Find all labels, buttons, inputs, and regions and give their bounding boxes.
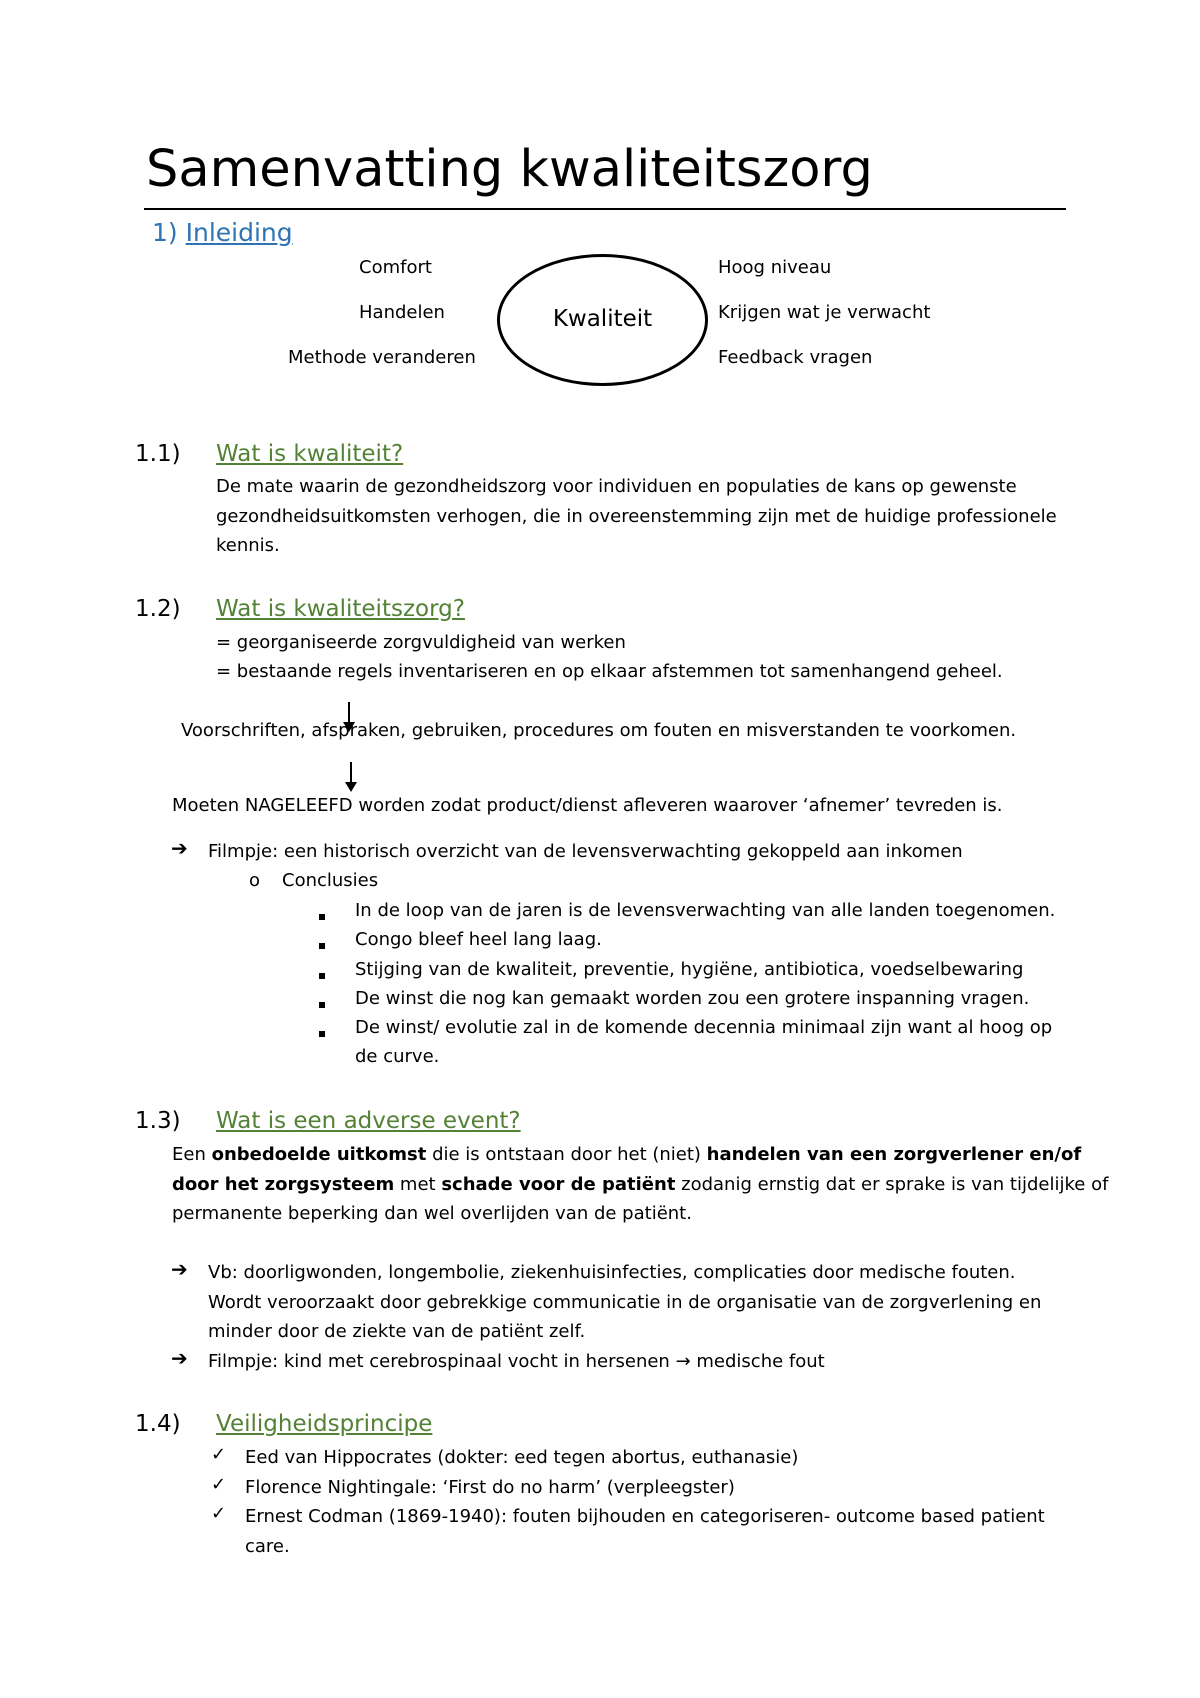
veiligheid-item-3: Ernest Codman (1869-1940): fouten bijhouden en categoriseren- outcome based patient — [245, 1506, 1045, 1527]
section-1-2-number: 1.2) — [135, 596, 181, 622]
vb-line-1: Vb: doorligwonden, longembolie, ziekenhuisinfecties, complicaties door medische fouten. — [208, 1262, 1016, 1283]
section-1-title: Inleiding — [185, 218, 293, 247]
right-arrow-icon: ➔ — [171, 836, 188, 860]
section-1-1-heading: Wat is kwaliteit? — [216, 441, 404, 467]
section-1-4-heading: Veiligheidsprincipe — [216, 1411, 433, 1437]
conclusie-4: De winst die nog kan gemaakt worden zou een grotere inspanning vragen. — [355, 988, 1030, 1009]
conclusie-5-continued: de curve. — [355, 1046, 440, 1067]
section-1-3-heading: Wat is een adverse event? — [216, 1108, 521, 1134]
check-icon: ✓ — [211, 1444, 227, 1465]
s13-paragraph-line-1: Een onbedoelde uitkomst die is ontstaan door het (niet) handelen van een zorgverlener en/of — [172, 1144, 1082, 1165]
check-icon: ✓ — [211, 1474, 227, 1495]
s12-line-1: = georganiseerde zorgvuldigheid van werken — [216, 632, 626, 653]
section-1-4-number: 1.4) — [135, 1411, 181, 1437]
veiligheid-item-2: Florence Nightingale: ‘First do no harm’ (verpleegster) — [245, 1477, 735, 1498]
s13-paragraph-line-2: door het zorgsysteem met schade voor de patiënt zodanig ernstig dat er sprake is van tijdelijke of — [172, 1174, 1109, 1195]
filmpje-line-2: Filmpje: kind met cerebrospinaal vocht in hersenen → medische fout — [208, 1351, 825, 1372]
square-bullet-icon — [319, 934, 325, 953]
s11-line-2: gezondheidsuitkomsten verhogen, die in overeenstemming zijn met de huidige professionele — [216, 506, 1057, 527]
moeten-line: Moeten NAGELEEFD worden zodat product/dienst afleveren waarover ‘afnemer’ tevreden is. — [172, 795, 1003, 816]
s11-line-3: kennis. — [216, 535, 280, 556]
conclusies-label: Conclusies — [282, 870, 379, 891]
conclusie-1: In de loop van de jaren is de levensverwachting van alle landen toegenomen. — [355, 900, 1056, 921]
diagram-left-2: Handelen — [359, 302, 445, 323]
diagram-right-1: Hoog niveau — [718, 257, 832, 278]
right-arrow-icon: ➔ — [171, 1346, 188, 1370]
section-1-number: 1) — [152, 218, 178, 247]
check-icon: ✓ — [211, 1503, 227, 1524]
kwaliteit-label: Kwaliteit — [552, 306, 653, 332]
vb-line-3: minder door de ziekte van de patiënt zelf. — [208, 1321, 586, 1342]
filmpje-line-1: Filmpje: een historisch overzicht van de levensverwachting gekoppeld aan inkomen — [208, 841, 963, 862]
conclusie-2: Congo bleef heel lang laag. — [355, 929, 602, 950]
square-bullet-icon — [319, 964, 325, 983]
s12-line-2: = bestaande regels inventariseren en op elkaar afstemmen tot samenhangend geheel. — [216, 661, 1003, 682]
circle-bullet-icon: o — [249, 870, 261, 891]
title-rule — [144, 208, 1066, 210]
right-arrow-icon: ➔ — [171, 1257, 188, 1281]
square-bullet-icon — [319, 905, 325, 924]
s13-paragraph-line-3: permanente beperking dan wel overlijden van de patiënt. — [172, 1203, 692, 1224]
diagram-left-3: Methode veranderen — [288, 347, 476, 368]
down-arrow-2-line — [350, 762, 352, 784]
s11-line-1: De mate waarin de gezondheidszorg voor individuen en populaties de kans op gewenste — [216, 476, 1017, 497]
section-1-1-number: 1.1) — [135, 441, 181, 467]
section-1-heading — [152, 218, 293, 247]
document-title: Samenvatting kwaliteitszorg — [146, 140, 873, 199]
vb-line-2: Wordt veroorzaakt door gebrekkige communicatie in de organisatie van de zorgverlening en — [208, 1292, 1042, 1313]
section-1-2-heading: Wat is kwaliteitszorg? — [216, 596, 465, 622]
veiligheid-item-1: Eed van Hippocrates (dokter: eed tegen abortus, euthanasie) — [245, 1447, 799, 1468]
conclusie-5: De winst/ evolutie zal in de komende decennia minimaal zijn want al hoog op — [355, 1017, 1053, 1038]
section-1-3-number: 1.3) — [135, 1108, 181, 1134]
square-bullet-icon — [319, 993, 325, 1012]
veiligheid-item-3-continued: care. — [245, 1536, 290, 1557]
conclusie-3: Stijging van de kwaliteit, preventie, hygiëne, antibiotica, voedselbewaring — [355, 959, 1024, 980]
square-bullet-icon — [319, 1022, 325, 1041]
diagram-right-2: Krijgen wat je verwacht — [718, 302, 931, 323]
voorschriften-line: Voorschriften, afspraken, gebruiken, procedures om fouten en misverstanden te voorkomen. — [181, 720, 1017, 741]
diagram-left-1: Comfort — [359, 257, 432, 278]
diagram-right-3: Feedback vragen — [718, 347, 873, 368]
